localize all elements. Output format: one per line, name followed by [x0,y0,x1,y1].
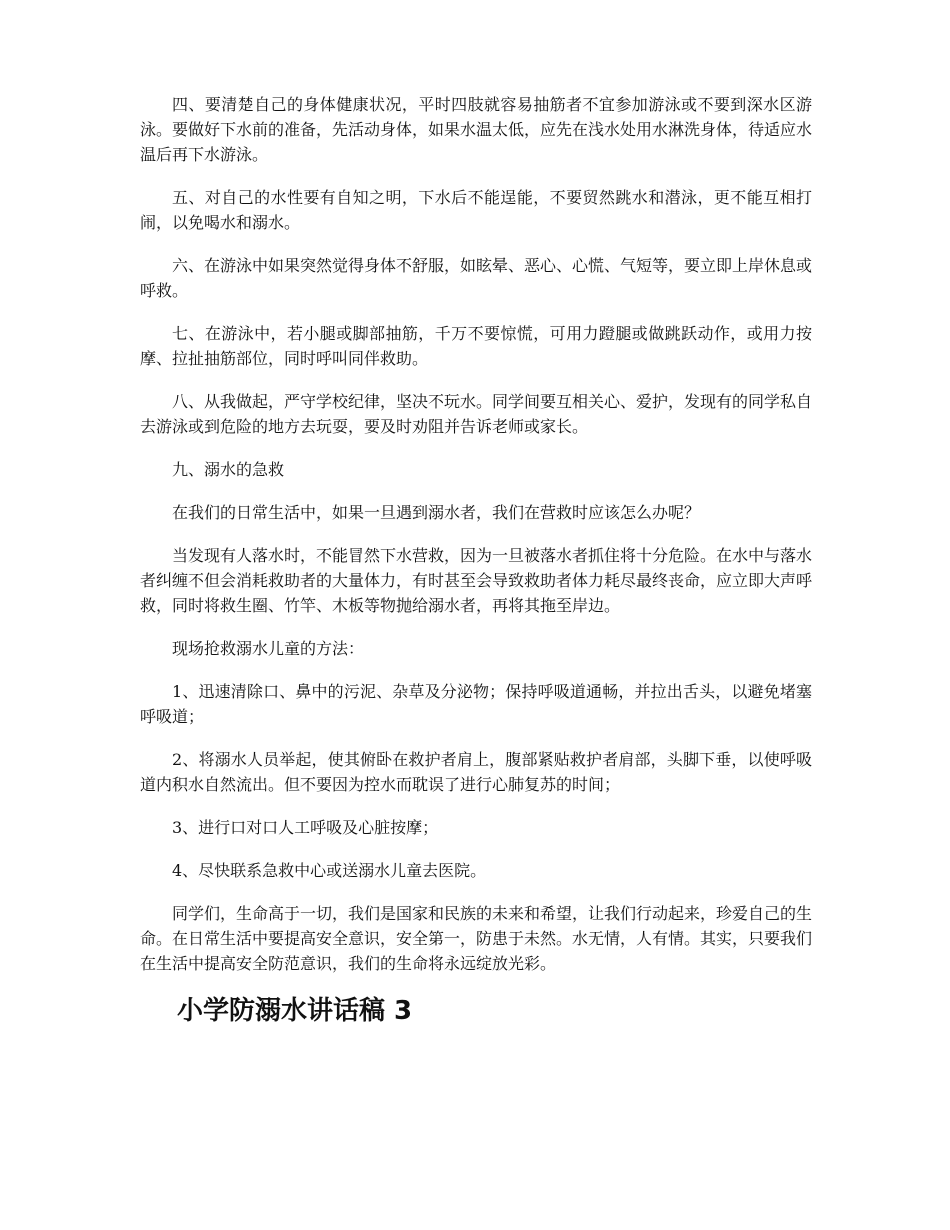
section-heading: 小学防溺水讲话稿 3 [177,996,413,1026]
document-body [140,92,812,1028]
paragraph-methods-intro: 现场抢救溺水儿童的方法： [172,639,365,658]
paragraph-8-discipline: 八、从我做起，严守学校纪律，坚决不玩水。同学间要互相关心、爱护，发现有的同学私自去游泳或到危险的地方去玩耍，要及时劝阻并告诉老师或家长。 [140,392,813,436]
paragraph-7-cramp: 七、在游泳中，若小腿或脚部抽筋，千万不要惊慌，可用力蹬腿或做跳跃动作，或用力按摩、拉扯抽筋部位，同时呼叫同伴救助。 [140,324,812,368]
paragraph-closing: 同学们，生命高于一切，我们是国家和民族的未来和希望，让我们行动起来，珍爱自己的生命。在日常生活中要提高安全意识，安全第一，防患于未然。水无情，人有情。其实，只要我们在生活中提高安全防范意识，我们的生命将永远绽放光彩。 [140,904,813,973]
paragraph-method-2: 2、将溺水人员举起，使其俯卧在救护者肩上，腹部紧贴救护者肩部，头脚下垂，以使呼吸道内积水自然流出。但不要因为控水而耽误了进行心肺复苏的时间； [140,750,812,794]
paragraph-method-4: 4、尽快联系急救中心或送溺水儿童去医院。 [172,861,487,880]
paragraph-6-discomfort: 六、在游泳中如果突然觉得身体不舒服，如眩晕、恶心、心慌、气短等，要立即上岸休息或呼救。 [140,256,813,300]
paragraph-5-self-awareness: 五、对自己的水性要有自知之明，下水后不能逞能，不要贸然跳水和潜泳，更不能互相打闹，以免喝水和溺水。 [140,188,812,232]
paragraph-rescue-question: 在我们的日常生活中，如果一旦遇到溺水者，我们在营救时应该怎么办呢？ [172,503,701,522]
paragraph-rescue-advice: 当发现有人落水时，不能冒然下水营救，因为一旦被落水者抓住将十分危险。在水中与落水者纠缠不但会消耗救助者的大量体力，有时甚至会导致救助者体力耗尽最终丧命，应立即大声呼救，同时将救生圈、竹竿、木板等物抛给溺水者，再将其拖至岸边。 [140,546,813,615]
paragraph-method-1: 1、迅速清除口、鼻中的污泥、杂草及分泌物；保持呼吸道通畅，并拉出舌头，以避免堵塞呼吸道； [140,682,812,726]
paragraph-method-3: 3、进行口对口人工呼吸及心脏按摩； [172,818,439,837]
paragraph-9-first-aid-title: 九、溺水的急救 [172,460,285,479]
paragraph-4-health: 四、要清楚自己的身体健康状况，平时四肢就容易抽筋者不宜参加游泳或不要到深水区游泳。要做好下水前的准备，先活动身体，如果水温太低，应先在浅水处用水淋洗身体，待适应水温后再下水游泳。 [140,95,813,164]
